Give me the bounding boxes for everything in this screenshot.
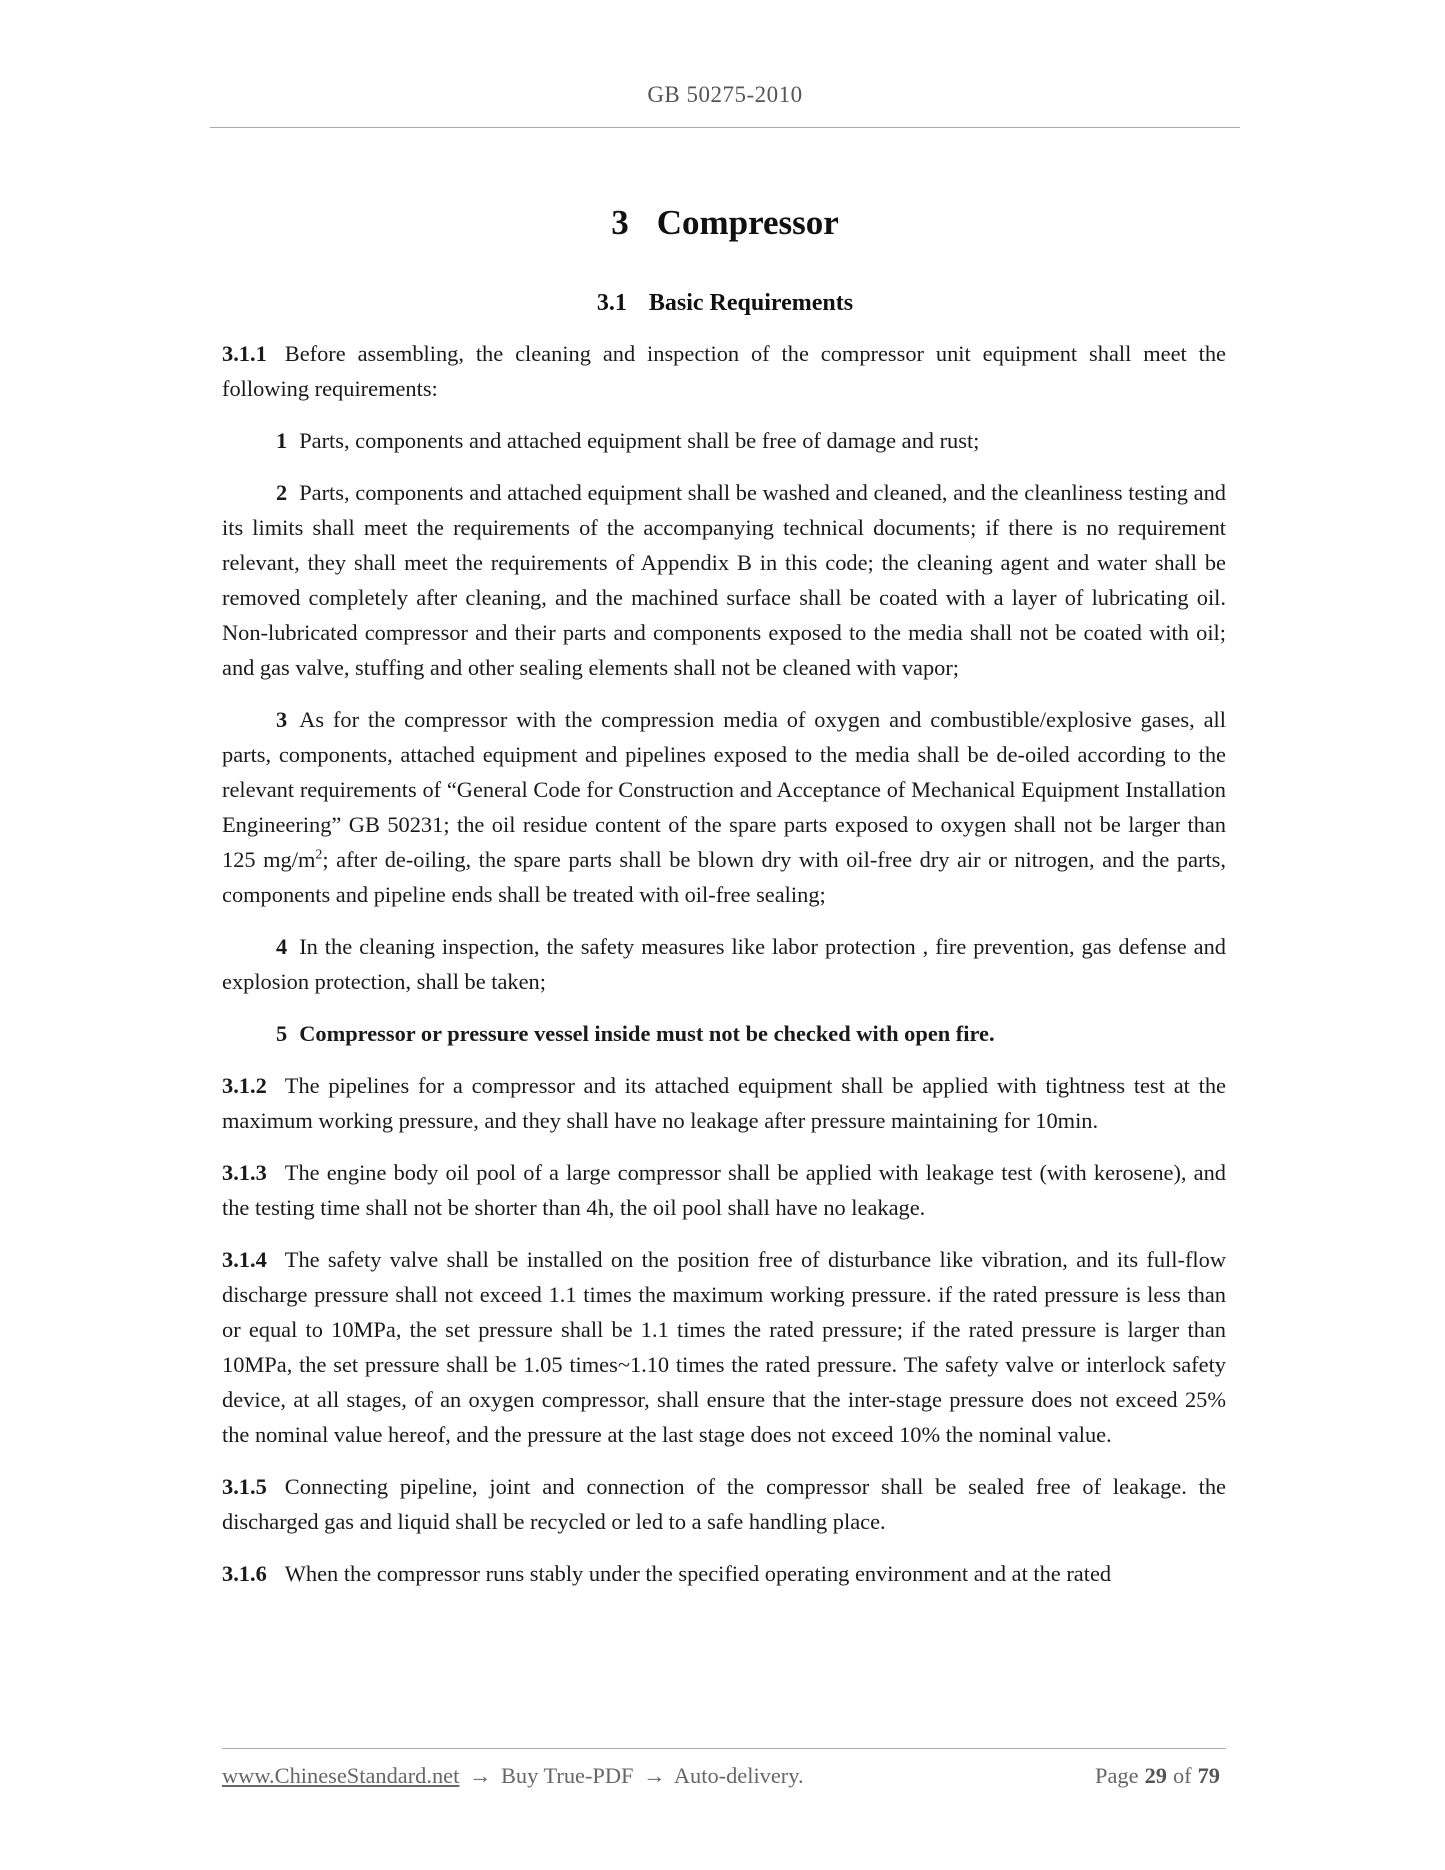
superscript: 2 xyxy=(315,847,323,863)
clause-text: The safety valve shall be installed on the position free of disturbance like vibration, and its full-flow discharge pressure shall not exceed 1.1 times the maximum working pressure. if the rated pressure is less than or equal to 10MPa, the set pressure shall be 1.1 times the rated pressure; if the rated pressure is larger than 10MPa, the set pressure shall be 1.05 times~1.10 times the rated pressure. The safety valve or interlock safety device, at all stages, of an oxygen compressor, shall ensure that the inter-stage pressure does not exceed 25% the nominal value hereof, and the pressure at the last stage does not exceed 10% the nominal value. xyxy=(222,1247,1226,1447)
site-link[interactable]: www.ChineseStandard.net xyxy=(222,1763,460,1788)
clause-3-1-6 xyxy=(222,1556,1226,1591)
chapter-name: Compressor xyxy=(656,203,839,242)
clause-number: 3.1.4 xyxy=(222,1247,267,1272)
document-body xyxy=(222,336,1226,1608)
clause-text: Connecting pipeline, joint and connection of the compressor shall be sealed free of leakage. the discharged gas and liquid shall be recycled or led to a safe handling place. xyxy=(222,1474,1226,1534)
of-label: of xyxy=(1172,1763,1192,1788)
total-pages: 79 xyxy=(1197,1763,1220,1788)
clause-number: 3.1.6 xyxy=(222,1561,267,1586)
clause-text: The pipelines for a compressor and its attached equipment shall be applied with tightness test at the maximum working pressure, and they shall have no leakage after pressure maintaining for 10min. xyxy=(222,1073,1226,1133)
arrow-right-icon: → xyxy=(643,1763,666,1788)
header-divider xyxy=(210,127,1240,128)
list-item-5 xyxy=(222,1016,1226,1051)
clause-number: 3.1.5 xyxy=(222,1474,267,1499)
clause-number: 3.1.2 xyxy=(222,1073,267,1098)
item-number: 4 xyxy=(276,934,288,959)
page-number: 29 xyxy=(1144,1763,1167,1788)
clause-3-1-1 xyxy=(222,336,1226,406)
clause-number: 3.1.3 xyxy=(222,1160,267,1185)
section-title xyxy=(210,290,1240,317)
item-number: 5 xyxy=(276,1021,288,1046)
clause-3-1-3 xyxy=(222,1155,1226,1225)
item-text: Parts, components and attached equipment shall be free of damage and rust; xyxy=(299,428,980,453)
footer-promo xyxy=(222,1763,804,1789)
clause-3-1-4 xyxy=(222,1242,1226,1452)
item-number: 1 xyxy=(276,428,288,453)
clause-text: The engine body oil pool of a large compressor shall be applied with leakage test (with kerosene), and the testing time shall not be shorter than 4h, the oil pool shall have no leakage. xyxy=(222,1160,1226,1220)
list-item-1 xyxy=(222,423,1226,458)
chapter-number: 3 xyxy=(611,203,629,242)
list-item-2 xyxy=(222,475,1226,685)
list-item-3 xyxy=(222,702,1226,912)
item-number: 2 xyxy=(276,480,288,505)
clause-3-1-5 xyxy=(222,1469,1226,1539)
item-text: In the cleaning inspection, the safety measures like labor protection , fire prevention, gas defense and explosion protection, shall be taken; xyxy=(222,934,1226,994)
auto-delivery-text: Auto-delivery. xyxy=(673,1763,804,1788)
section-number: 3.1 xyxy=(596,290,627,316)
clause-text: When the compressor runs stably under the specified operating environment and at the rated xyxy=(284,1561,1112,1586)
item-number: 3 xyxy=(276,707,288,732)
clause-number: 3.1.1 xyxy=(222,341,267,366)
buy-pdf-text: Buy True-PDF xyxy=(500,1763,634,1788)
section-name: Basic Requirements xyxy=(648,290,854,316)
arrow-right-icon: → xyxy=(468,1763,492,1788)
list-item-4 xyxy=(222,929,1226,999)
item-text: Compressor or pressure vessel inside must not be checked with open fire. xyxy=(299,1021,995,1046)
chapter-title xyxy=(210,203,1240,243)
footer-divider xyxy=(222,1748,1226,1749)
item-text-continued: ; after de-oiling, the spare parts shall be blown dry with oil-free dry air or nitrogen, and the parts, components and pipeline ends shall be treated with oil-free sealing; xyxy=(222,847,1226,907)
clause-3-1-2 xyxy=(222,1068,1226,1138)
running-header: GB 50275-2010 xyxy=(647,82,803,107)
item-text: As for the compressor with the compression media of oxygen and combustible/explosive gases, all parts, components, attached equipment and pipelines exposed to the media shall be de-oiled according to the relevant requirements of “General Code for Construction and Acceptance of Mechanical Equipment Installation Engineering” GB 50231; the oil residue content of the spare parts exposed to oxygen shall not be larger than 125 mg/m xyxy=(222,707,1226,872)
clause-text: Before assembling, the cleaning and inspection of the compressor unit equipment shall meet the following requirements: xyxy=(222,341,1226,401)
page-label: Page xyxy=(1095,1763,1139,1788)
page-indicator xyxy=(1095,1763,1226,1789)
item-text: Parts, components and attached equipment shall be washed and cleaned, and the cleanliness testing and its limits shall meet the requirements of the accompanying technical documents; if there is no requirement relevant, they shall meet the requirements of Appendix B in this code; the cleaning agent and water shall be removed completely after cleaning, and the machined surface shall be coated with a layer of lubricating oil. Non-lubricated compressor and their parts and components exposed to the media shall not be coated with oil; and gas valve, stuffing and other sealing elements shall not be cleaned with vapor; xyxy=(222,480,1226,680)
